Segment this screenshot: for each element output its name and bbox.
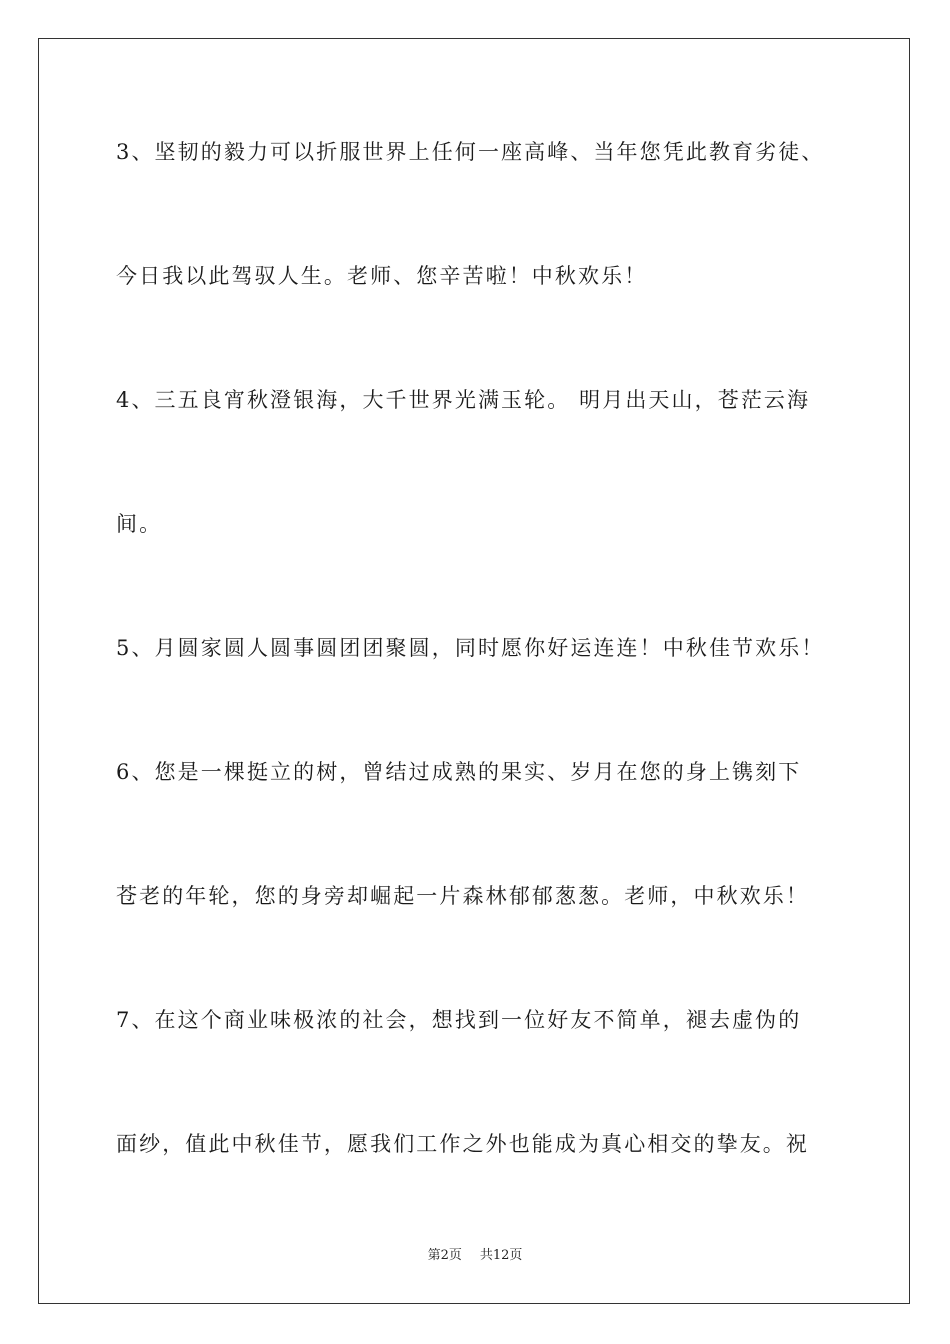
text-line: 6、您是一棵挺立的树，曾结过成熟的果实、岁月在您的身上镌刻下: [116, 760, 802, 784]
page-footer: [0, 1247, 950, 1265]
text-line: 3、坚韧的毅力可以折服世界上任何一座高峰、当年您凭此教育劣徒、: [116, 140, 825, 164]
text-line: 苍老的年轮，您的身旁却崛起一片森林郁郁葱葱。老师，中秋欢乐！: [116, 884, 809, 908]
page-number: 第2页: [427, 1248, 462, 1263]
text-line: 7、在这个商业味极浓的社会，想找到一位好友不简单，褪去虚伪的: [116, 1008, 802, 1032]
total-pages: 共12页: [479, 1248, 523, 1263]
text-line: 间。: [116, 512, 163, 536]
text-line: 4、三五良宵秋澄银海，大千世界光满玉轮。 明月出天山，苍茫云海: [116, 388, 811, 412]
page-frame: [38, 38, 910, 1304]
text-line: 今日我以此驾驭人生。老师、您辛苦啦！中秋欢乐！: [116, 264, 648, 288]
text-line: 5、月圆家圆人圆事圆团团聚圆，同时愿你好运连连！中秋佳节欢乐！: [116, 636, 825, 660]
text-line: 面纱，值此中秋佳节，愿我们工作之外也能成为真心相交的挚友。祝: [116, 1132, 809, 1156]
